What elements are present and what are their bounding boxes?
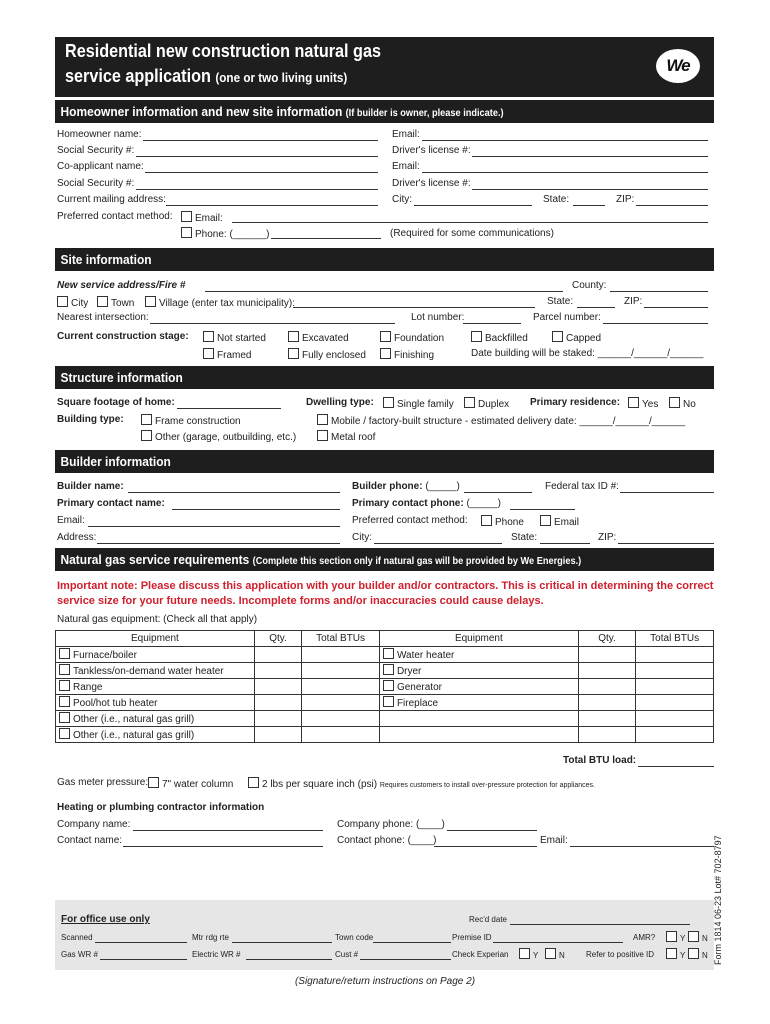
btu-cell[interactable] <box>302 663 380 679</box>
cust-field[interactable] <box>360 949 451 960</box>
refer-label: Refer to positive ID <box>586 950 655 959</box>
premise-field[interactable] <box>493 932 623 943</box>
header-qty-right: Qty. <box>578 631 636 647</box>
builder-city-field[interactable] <box>374 532 502 544</box>
company-name-label: Company name: <box>57 819 131 830</box>
building-type-label: Building type: <box>57 414 124 425</box>
drivers-label: Driver's license #: <box>392 145 471 156</box>
finishing-option[interactable]: Finishing <box>380 348 434 362</box>
header-btu-left: Total BTUs <box>302 631 380 647</box>
foundation-option[interactable]: Foundation <box>380 331 444 345</box>
primary-phone-field[interactable] <box>510 498 575 510</box>
ssn2-field[interactable] <box>136 178 378 190</box>
btu-cell[interactable] <box>302 647 380 663</box>
other-grill-item-1[interactable]: Other (i.e., natural gas grill) <box>56 711 255 727</box>
mobile-option[interactable]: Mobile / factory-built structure - estimated delivery date: ______/______/______ <box>317 414 685 428</box>
table-row <box>56 647 714 663</box>
empty-cell[interactable] <box>379 727 578 743</box>
dryer-checkbox[interactable] <box>383 664 394 675</box>
required-note: (Required for some communications) <box>390 228 554 239</box>
section-gas-note: (Complete this section only if natural gas will be provided by We Energies.) <box>252 556 582 567</box>
zip-label: ZIP: <box>616 194 635 205</box>
qty-cell[interactable] <box>254 727 301 743</box>
village-option[interactable]: Village (enter tax municipality): <box>145 296 295 310</box>
phone-checkbox[interactable] <box>181 227 192 238</box>
furnace-item[interactable]: Furnace/boiler <box>56 647 255 663</box>
contractor-title: Heating or plumbing contractor information <box>57 802 265 813</box>
btu-cell[interactable] <box>636 695 714 711</box>
seven-inch-checkbox[interactable] <box>148 777 159 788</box>
qty-cell[interactable] <box>254 647 301 663</box>
btu-cell[interactable] <box>636 663 714 679</box>
office-use-box <box>55 900 714 970</box>
section-gas <box>55 548 714 571</box>
builder-address-field[interactable] <box>97 532 340 544</box>
table-row <box>56 679 714 695</box>
two-lbs-checkbox[interactable] <box>248 777 259 788</box>
zip-field[interactable] <box>636 194 708 206</box>
homeowner-name-label: Homeowner name: <box>57 129 142 140</box>
table-row <box>56 727 714 743</box>
form-title-line1: Residential new construction natural gas <box>65 41 381 61</box>
furnace-checkbox[interactable] <box>59 648 70 659</box>
company-phone-field[interactable] <box>447 819 537 831</box>
stage-label: Current construction stage: <box>57 331 189 342</box>
title-bar <box>55 37 714 97</box>
header-btu-right: Total BTUs <box>636 631 714 647</box>
qty-cell[interactable] <box>578 695 636 711</box>
ssn2-label: Social Security #: <box>57 178 135 189</box>
generator-item[interactable]: Generator <box>379 679 578 695</box>
sqft-field[interactable] <box>177 397 281 409</box>
drivers2-field[interactable] <box>472 178 708 190</box>
town-checkbox[interactable] <box>97 296 108 307</box>
dwelling-label: Dwelling type: <box>306 397 374 408</box>
email-label: Email: <box>392 129 420 140</box>
important-note-line2: service size for your future needs. Incomplete forms and/or inaccuracies could cause delays. <box>57 595 544 607</box>
backfilled-checkbox[interactable] <box>471 331 482 342</box>
qty-cell[interactable] <box>254 711 301 727</box>
drivers-field[interactable] <box>472 145 708 157</box>
mobile-checkbox[interactable] <box>317 414 328 425</box>
not-started-option[interactable]: Not started <box>203 331 266 345</box>
section-homeowner-title: Homeowner information and new site information <box>60 104 343 119</box>
intersection-label: Nearest intersection: <box>57 312 149 323</box>
fireplace-item[interactable]: Fireplace <box>379 695 578 711</box>
refer-n-option[interactable]: N <box>688 948 708 962</box>
table-row <box>56 663 714 679</box>
mailing-field[interactable] <box>166 194 378 206</box>
primary-residence-label: Primary residence: <box>530 397 621 408</box>
backfilled-option[interactable]: Backfilled <box>471 331 528 345</box>
no-option[interactable]: No <box>669 397 696 411</box>
builder-email-checkbox[interactable] <box>540 515 551 526</box>
sqft-label: Square footage of home: <box>57 397 175 408</box>
section-structure-title: Structure information <box>60 370 183 385</box>
city-field[interactable] <box>414 194 532 206</box>
primary-contact-label: Primary contact name: <box>57 498 165 509</box>
generator-checkbox[interactable] <box>383 680 394 691</box>
btu-cell[interactable] <box>636 679 714 695</box>
capped-option[interactable]: Capped <box>552 331 601 345</box>
btu-cell[interactable] <box>636 711 714 727</box>
single-family-option[interactable]: Single family <box>383 397 454 411</box>
mailing-label: Current mailing address: <box>57 194 166 205</box>
capped-checkbox[interactable] <box>552 331 563 342</box>
primary-contact-field[interactable] <box>172 498 340 510</box>
range-checkbox[interactable] <box>59 680 70 691</box>
email-field[interactable] <box>422 129 708 141</box>
city-label: City: <box>392 194 412 205</box>
section-site <box>55 248 714 271</box>
office-title: For office use only <box>61 914 150 925</box>
town-code-label: Town code <box>335 933 374 942</box>
coapplicant-field[interactable] <box>145 161 378 173</box>
lot-field[interactable] <box>463 312 521 324</box>
premise-label: Premise ID <box>452 933 492 942</box>
section-homeowner-note: (If builder is owner, please indicate.) <box>345 108 504 119</box>
pool-heater-item[interactable]: Pool/hot tub heater <box>56 695 255 711</box>
drivers2-label: Driver's license #: <box>392 178 471 189</box>
btu-cell[interactable] <box>302 727 380 743</box>
contact-phone-label: Contact phone: (____) <box>337 835 437 846</box>
other-building-checkbox[interactable] <box>141 430 152 441</box>
form-subtitle: (one or two living units) <box>215 70 348 85</box>
builder-name-field[interactable] <box>128 481 340 493</box>
water-heater-checkbox[interactable] <box>383 648 394 659</box>
date-staked-field[interactable]: ______/______/______ <box>597 348 704 359</box>
village-field[interactable] <box>293 296 535 308</box>
btu-cell[interactable] <box>636 727 714 743</box>
no-checkbox[interactable] <box>669 397 680 408</box>
qty-cell[interactable] <box>254 679 301 695</box>
ssn-field[interactable] <box>136 145 378 157</box>
two-lbs-note: Requires customers to install over-pressure protection for appliances. <box>379 782 595 789</box>
email2-label: Email: <box>392 161 420 172</box>
empty-cell[interactable] <box>379 711 578 727</box>
town-code-field[interactable] <box>373 932 451 943</box>
framed-checkbox[interactable] <box>203 348 214 359</box>
parcel-field[interactable] <box>603 312 708 324</box>
total-btu-label: Total BTU load: <box>563 755 637 766</box>
email-checkbox[interactable] <box>181 211 192 222</box>
section-structure <box>55 366 714 389</box>
frame-option[interactable]: Frame construction <box>141 414 241 428</box>
metal-roof-option[interactable]: Metal roof <box>317 430 375 444</box>
coapplicant-label: Co-applicant name: <box>57 161 144 172</box>
electric-wr-label: Electric WR # <box>192 950 241 959</box>
site-zip-field[interactable] <box>644 296 708 308</box>
intersection-field[interactable] <box>150 312 395 324</box>
city-option[interactable]: City <box>57 296 88 310</box>
other-grill-checkbox-1[interactable] <box>59 712 70 723</box>
qty-cell[interactable] <box>578 647 636 663</box>
builder-address-label: Address: <box>57 532 97 543</box>
company-phone-label: Company phone: (____) <box>337 819 445 830</box>
pressure-label: Gas meter pressure: <box>57 777 149 788</box>
builder-zip-field[interactable] <box>618 532 714 544</box>
contractor-email-field[interactable] <box>570 835 714 847</box>
builder-state-label: State: <box>511 532 538 543</box>
scanned-label: Scanned <box>61 933 93 942</box>
btu-cell[interactable] <box>302 679 380 695</box>
refer-y-option[interactable]: Y <box>666 948 685 962</box>
qty-cell[interactable] <box>254 663 301 679</box>
section-homeowner <box>55 100 714 123</box>
builder-zip-label: ZIP: <box>598 532 617 543</box>
header-equipment-right: Equipment <box>379 631 578 647</box>
gas-wr-label: Gas WR # <box>61 950 98 959</box>
qty-cell[interactable] <box>578 711 636 727</box>
header-equipment-left: Equipment <box>56 631 255 647</box>
equipment-label: Natural gas equipment: (Check all that apply) <box>57 614 258 625</box>
experian-y-checkbox[interactable] <box>519 948 530 959</box>
electric-wr-field[interactable] <box>246 949 332 960</box>
builder-preferred-label: Preferred contact method: <box>352 515 468 526</box>
preferred-email-field[interactable] <box>232 211 708 223</box>
excavated-checkbox[interactable] <box>288 331 299 342</box>
experian-n-option[interactable]: N <box>545 948 565 962</box>
amr-n-checkbox[interactable] <box>688 931 699 942</box>
qty-cell[interactable] <box>578 679 636 695</box>
btu-cell[interactable] <box>302 695 380 711</box>
form-id: Form 1814 06-23 Lot# 702-8797 <box>713 835 723 965</box>
experian-label: Check Experian <box>452 950 509 959</box>
fully-enclosed-option[interactable]: Fully enclosed <box>288 348 366 362</box>
foundation-checkbox[interactable] <box>380 331 391 342</box>
contact-phone-field[interactable] <box>434 835 537 847</box>
fed-tax-label: Federal tax ID #: <box>545 481 619 492</box>
contractor-email-label: Email: <box>540 835 568 846</box>
homeowner-name-field[interactable] <box>143 129 378 141</box>
mtr-field[interactable] <box>232 932 332 943</box>
section-builder-title: Builder information <box>60 454 171 469</box>
two-lbs-option[interactable]: 2 lbs per square inch (psi) Requires customers to install over-pressure protection for appliances. <box>248 777 595 792</box>
finishing-checkbox[interactable] <box>380 348 391 359</box>
phone-option[interactable]: Phone: (______) <box>181 227 270 241</box>
table-header-row <box>56 631 714 647</box>
water-heater-item[interactable]: Water heater <box>379 647 578 663</box>
email2-field[interactable] <box>422 161 708 173</box>
other-building-option[interactable]: Other (garage, outbuilding, etc.) <box>141 430 296 444</box>
builder-name-label: Builder name: <box>57 481 124 492</box>
amr-label: AMR? <box>633 933 656 942</box>
other-grill-checkbox-2[interactable] <box>59 728 70 739</box>
fed-tax-field[interactable] <box>620 481 714 493</box>
city-checkbox[interactable] <box>57 296 68 307</box>
delivery-date-field: ______/______/______ <box>579 416 686 427</box>
site-state-label: State: <box>547 296 574 307</box>
amr-y-checkbox[interactable] <box>666 931 677 942</box>
contact-name-label: Contact name: <box>57 835 123 846</box>
signature-note: (Signature/return instructions on Page 2) <box>294 976 476 987</box>
contact-name-field[interactable] <box>123 835 323 847</box>
recd-date-label: Rec'd date <box>469 915 507 924</box>
header-qty-left: Qty. <box>254 631 301 647</box>
framed-option[interactable]: Framed <box>203 348 251 362</box>
metal-roof-checkbox[interactable] <box>317 430 328 441</box>
company-name-field[interactable] <box>133 819 323 831</box>
scanned-field[interactable] <box>95 932 187 943</box>
ssn-label: Social Security #: <box>57 145 135 156</box>
dryer-item[interactable]: Dryer <box>379 663 578 679</box>
primary-phone-label: Primary contact phone: (_____) <box>352 498 501 509</box>
section-gas-title: Natural gas service requirements <box>60 552 250 567</box>
preferred-phone-field[interactable] <box>271 227 381 239</box>
builder-phone-field[interactable] <box>464 481 532 493</box>
builder-email-label: Email: <box>57 515 85 526</box>
refer-n-checkbox[interactable] <box>688 948 699 959</box>
experian-y-option[interactable]: Y <box>519 948 538 962</box>
experian-n-checkbox[interactable] <box>545 948 556 959</box>
service-address-label: New service address/Fire # <box>57 280 186 291</box>
qty-cell[interactable] <box>254 695 301 711</box>
site-zip-label: ZIP: <box>624 296 643 307</box>
tankless-item[interactable]: Tankless/on-demand water heater <box>56 663 255 679</box>
service-address-field[interactable] <box>205 280 563 292</box>
parcel-label: Parcel number: <box>533 312 601 323</box>
duplex-option[interactable]: Duplex <box>464 397 509 411</box>
builder-email-option[interactable]: Email <box>540 515 579 529</box>
frame-checkbox[interactable] <box>141 414 152 425</box>
cust-label: Cust # <box>335 950 359 959</box>
gas-wr-field[interactable] <box>100 949 187 960</box>
total-btu-field[interactable] <box>638 755 714 767</box>
lot-label: Lot number: <box>411 312 465 323</box>
mtr-label: Mtr rdg rte <box>192 933 229 942</box>
fully-enclosed-checkbox[interactable] <box>288 348 299 359</box>
builder-phone-label: Builder phone: (_____) <box>352 481 460 492</box>
amr-y-option[interactable]: Y <box>666 931 685 945</box>
equipment-table <box>55 630 714 743</box>
builder-city-label: City: <box>352 532 372 543</box>
preferred-contact-label: Preferred contact method: <box>57 211 173 222</box>
amr-n-option[interactable]: N <box>688 931 708 945</box>
seven-inch-option[interactable]: 7" water column <box>148 777 233 791</box>
not-started-checkbox[interactable] <box>203 331 214 342</box>
section-builder <box>55 450 714 473</box>
form-title-line2: service application (one or two living units) <box>65 66 348 86</box>
date-staked-label: Date building will be staked: ______/______/______ <box>471 348 704 359</box>
yes-checkbox[interactable] <box>628 397 639 408</box>
btu-cell[interactable] <box>636 647 714 663</box>
single-family-checkbox[interactable] <box>383 397 394 408</box>
county-label: County: <box>572 280 607 291</box>
recd-date-field[interactable] <box>510 914 690 925</box>
table-row <box>56 695 714 711</box>
state-field[interactable] <box>573 194 605 206</box>
section-site-title: Site information <box>60 252 152 267</box>
county-field[interactable] <box>610 280 708 292</box>
excavated-option[interactable]: Excavated <box>288 331 349 345</box>
pool-heater-checkbox[interactable] <box>59 696 70 707</box>
email-option[interactable]: Email: <box>181 211 223 225</box>
site-state-field[interactable] <box>577 296 615 308</box>
duplex-checkbox[interactable] <box>464 397 475 408</box>
builder-email-field[interactable] <box>88 515 340 527</box>
builder-phone-checkbox[interactable] <box>481 515 492 526</box>
qty-cell[interactable] <box>578 663 636 679</box>
state-label: State: <box>543 194 570 205</box>
important-note-line1: Important note: Please discuss this application with your builder and/or contractors. This is critical in determining the correct <box>57 580 714 592</box>
builder-phone-option[interactable]: Phone <box>481 515 524 529</box>
tankless-checkbox[interactable] <box>59 664 70 675</box>
yes-option[interactable]: Yes <box>628 397 658 411</box>
town-option[interactable]: Town <box>97 296 134 310</box>
village-checkbox[interactable] <box>145 296 156 307</box>
btu-cell[interactable] <box>302 711 380 727</box>
range-item[interactable]: Range <box>56 679 255 695</box>
table-row <box>56 711 714 727</box>
builder-state-field[interactable] <box>540 532 590 544</box>
fireplace-checkbox[interactable] <box>383 696 394 707</box>
we-energies-logo: We <box>656 49 700 83</box>
other-grill-item-2[interactable]: Other (i.e., natural gas grill) <box>56 727 255 743</box>
qty-cell[interactable] <box>578 727 636 743</box>
refer-y-checkbox[interactable] <box>666 948 677 959</box>
